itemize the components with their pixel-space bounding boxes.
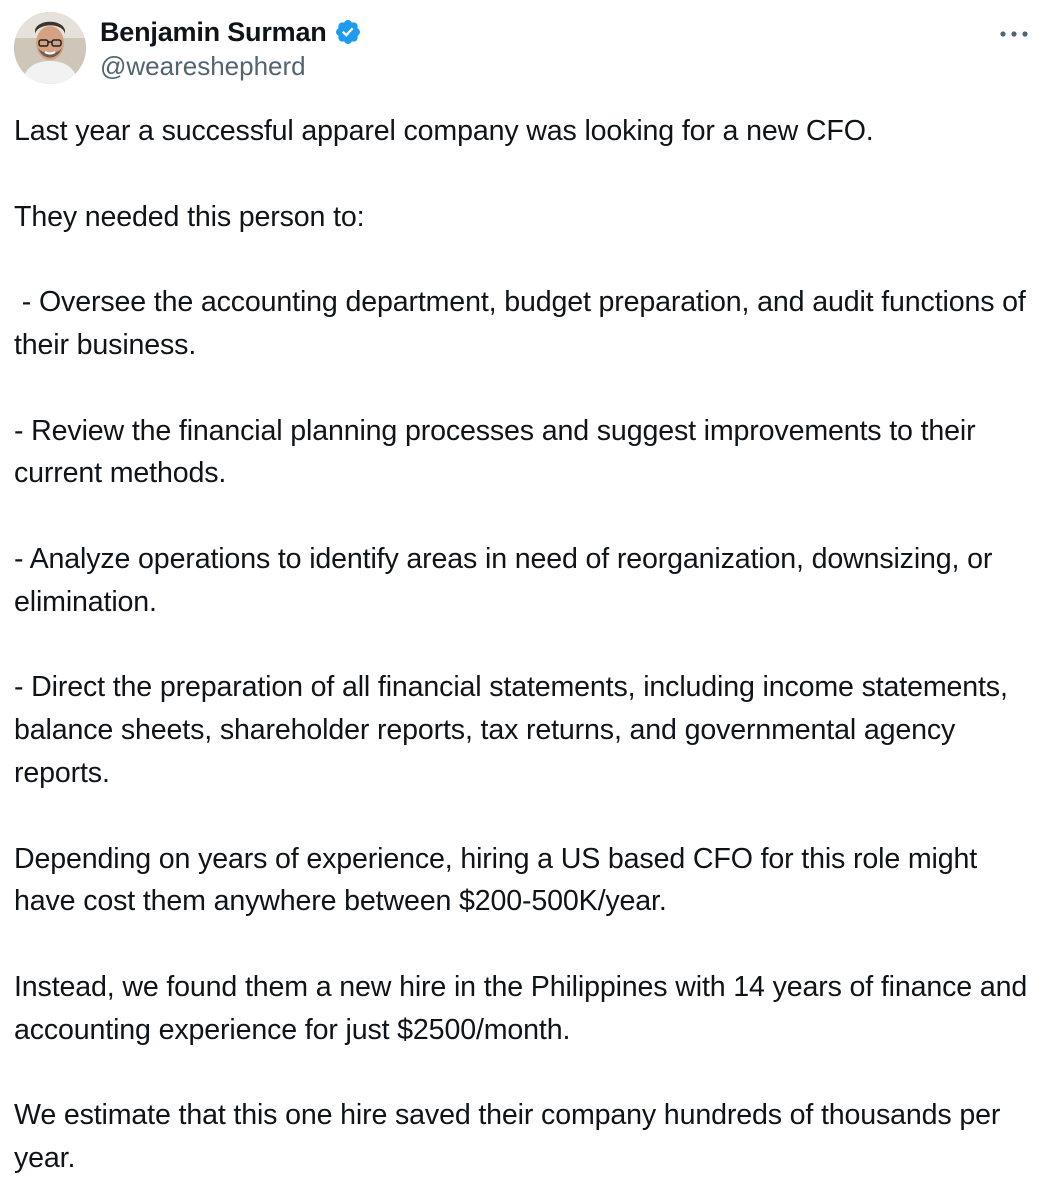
author-names xyxy=(100,14,362,82)
tweet-paragraph: - Analyze operations to identify areas in need of reorganization, downsizing, or elimination. xyxy=(14,542,1001,618)
name-row xyxy=(100,14,362,50)
tweet-paragraph: Depending on years of experience, hiring a US based CFO for this role might have cost them anywhere between $200-500K/year. xyxy=(14,842,985,918)
more-options-icon xyxy=(998,29,1030,39)
tweet-paragraph: - Direct the preparation of all financial statements, including income statements, balance sheets, shareholder reports, tax returns, and governmental agency reports. xyxy=(14,671,1016,789)
tweet-header xyxy=(14,12,1034,84)
tweet-paragraph: - Review the financial planning processes and suggest improvements to their current methods. xyxy=(14,414,984,490)
verified-badge-icon xyxy=(334,18,362,46)
author-display-name[interactable]: Benjamin Surman xyxy=(100,16,327,47)
tweet-paragraph: Last year a successful apparel company was looking for a new CFO. xyxy=(14,115,874,147)
author-handle[interactable]: @weareshepherd xyxy=(100,51,306,81)
avatar[interactable] xyxy=(14,12,86,84)
avatar-image xyxy=(14,12,86,84)
more-options-button[interactable] xyxy=(994,20,1034,48)
tweet-paragraph: Instead, we found them a new hire in the Philippines with 14 years of finance and accounting experience for just $2500/month. xyxy=(14,970,1035,1046)
tweet-paragraph: - Oversee the accounting department, budget preparation, and audit functions of their business. xyxy=(14,286,1034,361)
tweet-text xyxy=(14,110,1034,1180)
tweet-paragraph: We estimate that this one hire saved their company hundreds of thousands per year. xyxy=(14,1099,1009,1175)
tweet-paragraph: They needed this person to: xyxy=(14,200,365,233)
